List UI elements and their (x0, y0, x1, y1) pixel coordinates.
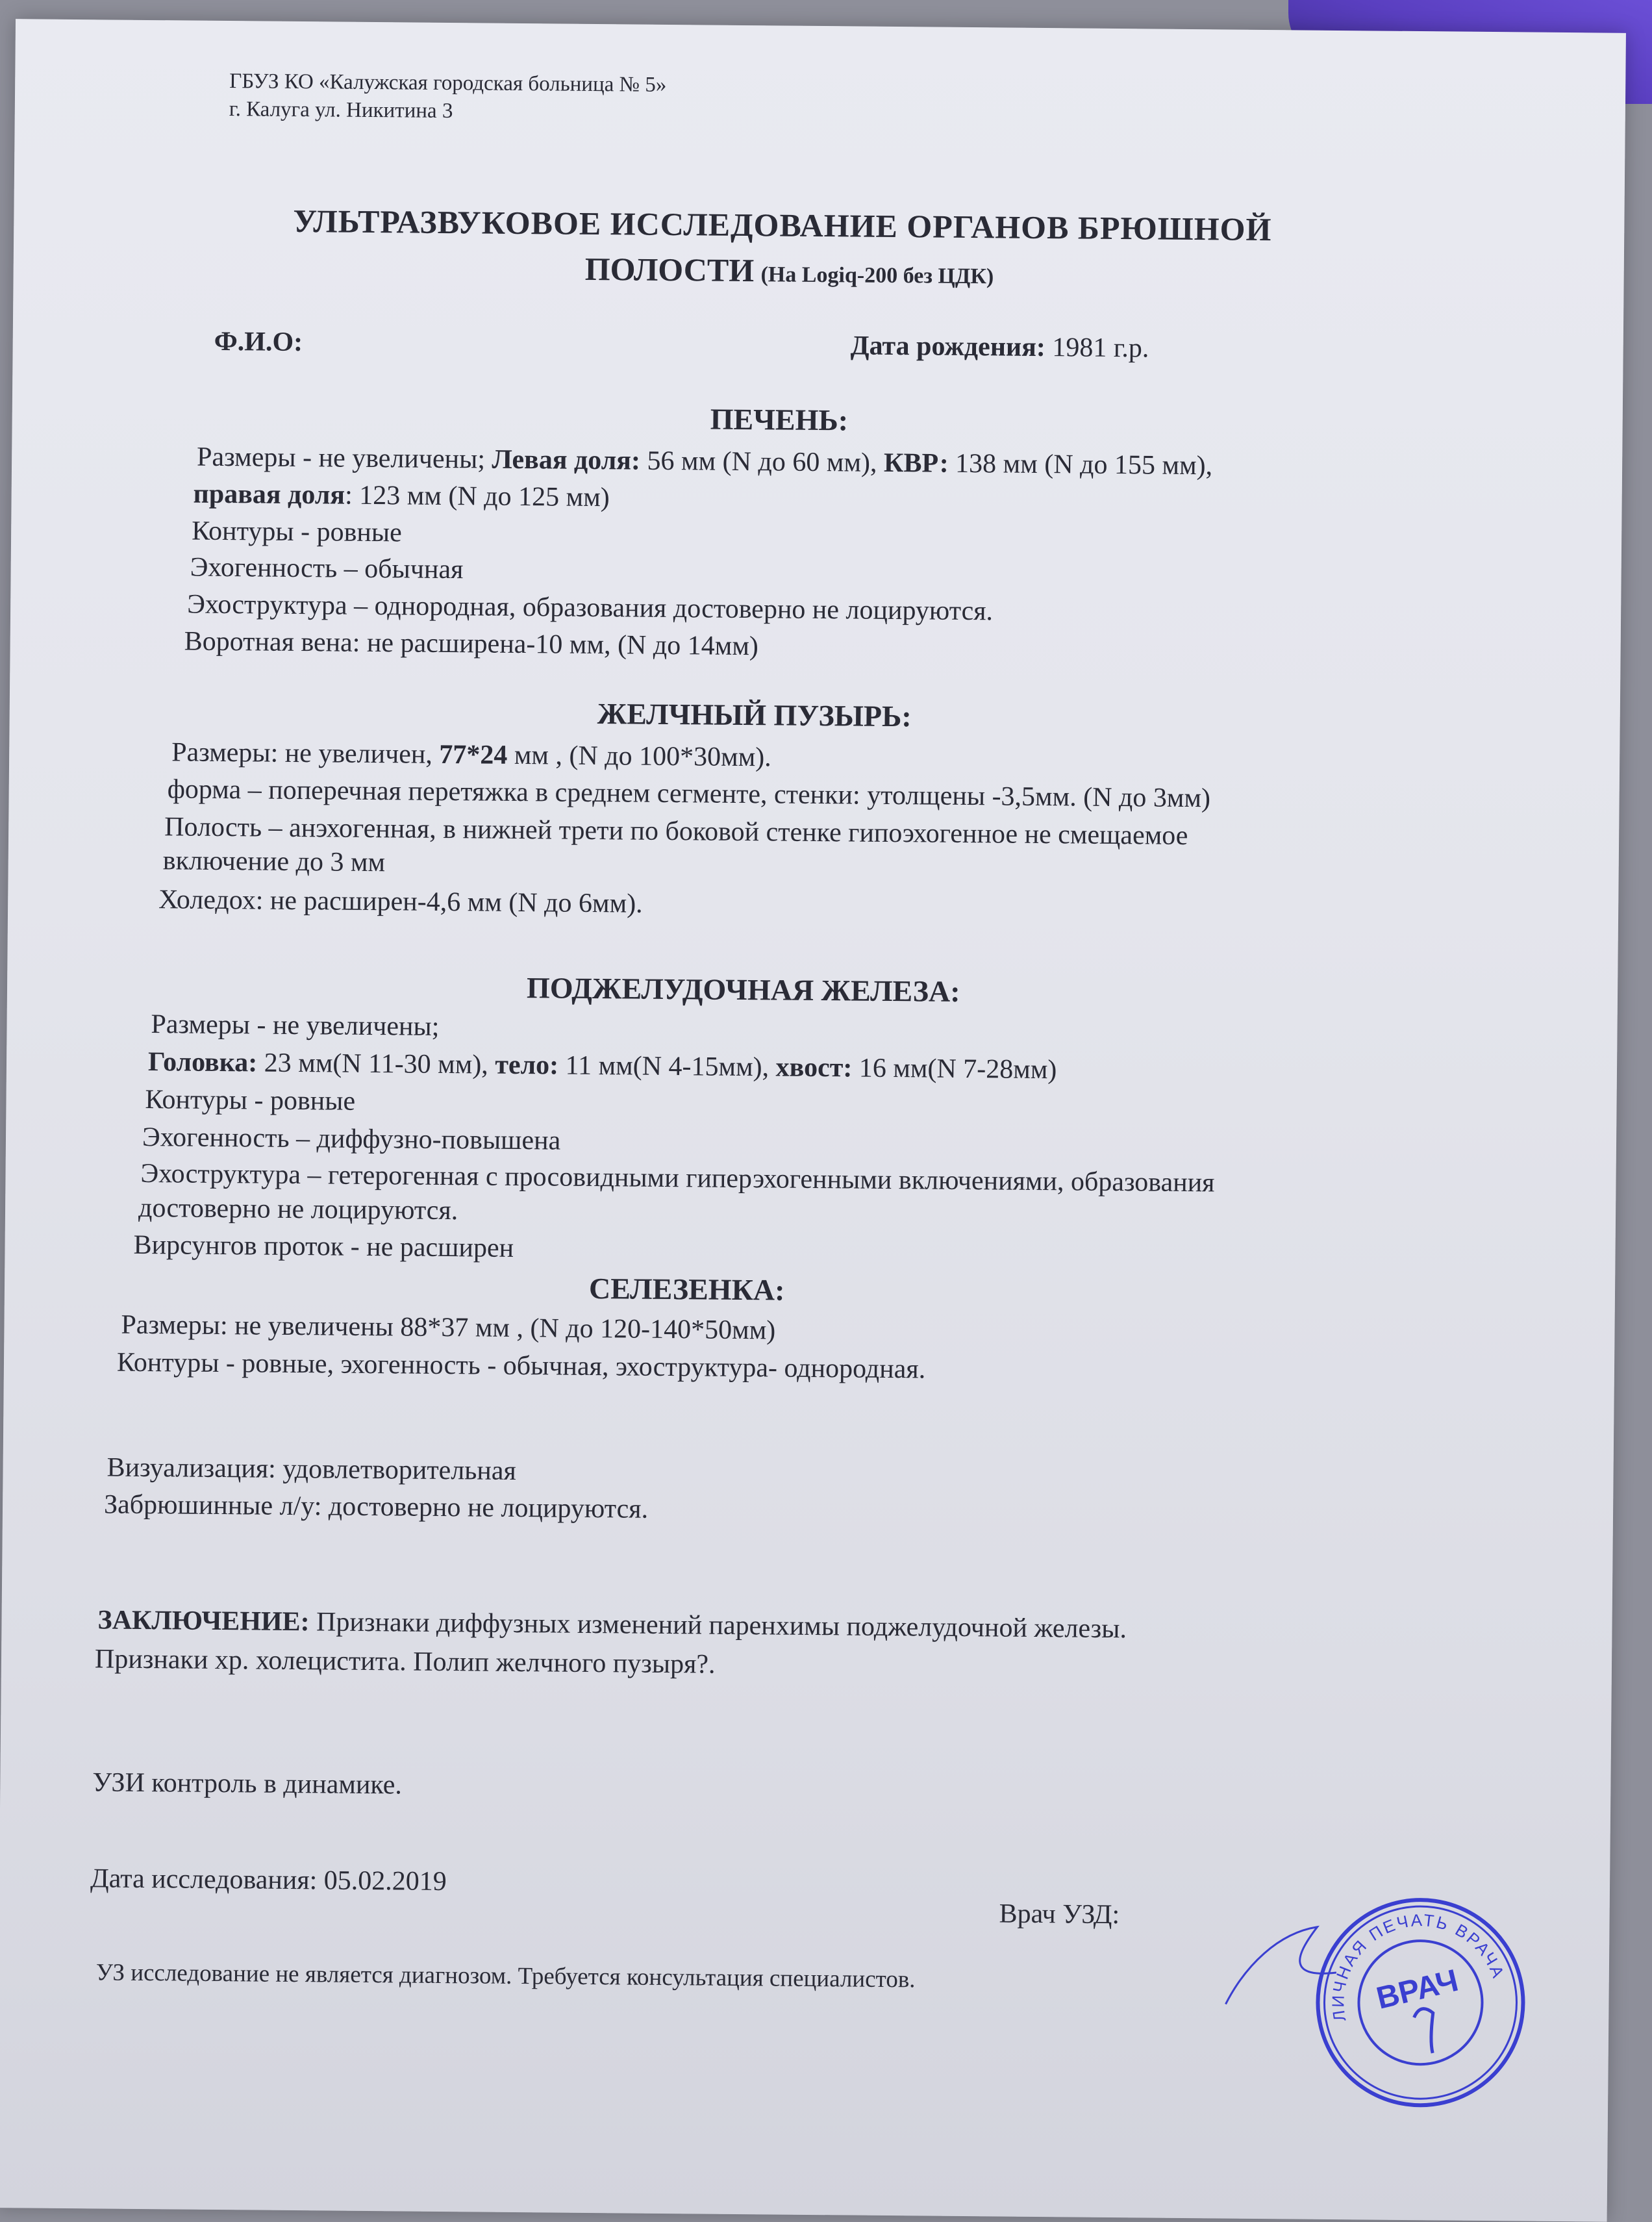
pancreas-parts-line (148, 1046, 1057, 1085)
dob-value: 1981 г.р. (1052, 333, 1149, 364)
stamp-center-text: ВРАЧ (1373, 1963, 1462, 2016)
right-lobe-label: правая доля (193, 479, 345, 511)
gallbladder-size-norm: мм , (N до 100*30мм). (507, 740, 771, 773)
disclaimer: УЗ исследование не является диагнозом. Требуется консультация специалистов. (95, 1959, 916, 1993)
gallbladder-size-line (171, 737, 771, 773)
pancreas-echogenicity: Эхогенность – диффузно-повышена (142, 1122, 561, 1156)
dob-label: Дата рождения: (850, 331, 1046, 363)
document-title: УЛЬТРАЗВУКОВОЕ ИССЛЕДОВАНИЕ ОРГАНОВ БРЮШНОЙ (293, 202, 1272, 248)
gallbladder-size-value: 77*24 (439, 739, 508, 770)
liver-size-text: Размеры - не увеличены; (196, 442, 492, 475)
wirsung-duct: Вирсунгов проток - не расширен (133, 1230, 514, 1263)
right-lobe-line (193, 479, 610, 514)
portal-vein: Воротная вена: не расширена-10 мм, (N до 14мм) (184, 626, 759, 662)
pancreas-echostructure: Эхоструктура – гетерогенная с просовидными гиперэхогенными включениями, образования (140, 1158, 1215, 1198)
document-title-line2 (584, 250, 994, 291)
followup: УЗИ контроль в динамике. (92, 1767, 403, 1800)
liver-echostructure: Эхоструктура – однородная, образования достоверно не лоцируются. (186, 589, 994, 627)
right-lobe-value: : 123 мм (N до 125 мм) (344, 480, 610, 513)
conclusion-label: ЗАКЛЮЧЕНИЕ: (97, 1605, 310, 1637)
stamp-ring-text: ЛИЧНАЯ ПЕЧАТЬ ВРАЧА (1328, 1910, 1509, 2023)
fio-label: Ф.И.О: (214, 326, 303, 358)
hospital-name: ГБУЗ КО «Калужская городская больница № 5» (229, 69, 667, 97)
spleen-size: Размеры: не увеличены 88*37 мм , (N до 120-140*50мм) (121, 1309, 776, 1346)
gallbladder-cavity-cont: включение до 3 мм (162, 846, 386, 878)
liver-size-line (197, 442, 1212, 482)
title-word: ПОЛОСТИ (584, 250, 755, 289)
gallbladder-heading: ЖЕЛЧНЫЙ ПУЗЫРЬ: (597, 697, 912, 733)
dob-field (850, 330, 1149, 364)
conclusion-line (97, 1604, 1127, 1645)
tail-value: 16 мм(N 7-28мм) (852, 1053, 1057, 1085)
head-value: 23 мм(N 11-30 мм), (257, 1048, 495, 1080)
hospital-address: г. Калуга ул. Никитина 3 (229, 97, 453, 123)
liver-heading: ПЕЧЕНЬ: (710, 402, 849, 437)
spleen-contours: Контуры - ровные, эхогенность - обычная, эхоструктура- однородная. (116, 1347, 926, 1385)
doctor-label: Врач УЗД: (999, 1899, 1120, 1930)
retroperitoneal-lymph: Забрюшинные л/у: достоверно не лоцируются. (103, 1489, 649, 1524)
liver-contours: Контуры - ровные (191, 516, 402, 548)
conclusion-text: Признаки диффузных изменений паренхимы поджелудочной железы. (309, 1607, 1127, 1645)
gallbladder-shape: форма – поперечная перетяжка в среднем сегменте, стенки: утолщены -3,5мм. (N до 3мм) (167, 774, 1211, 814)
title-subtitle: (На Logiq-200 без ЦДК) (760, 262, 994, 289)
pancreas-size: Размеры - не увеличены; (151, 1009, 440, 1042)
body-value: 11 мм(N 4-15мм), (558, 1050, 776, 1083)
body-label: тело: (495, 1050, 559, 1081)
visualization: Визуализация: удовлетворительная (106, 1452, 517, 1486)
conclusion-text-cont: Признаки хр. холецистита. Полип желчного пузыря?. (94, 1644, 716, 1680)
head-label: Головка: (147, 1047, 258, 1078)
pancreas-heading: ПОДЖЕЛУДОЧНАЯ ЖЕЛЕЗА: (526, 971, 960, 1008)
liver-echogenicity: Эхогенность – обычная (190, 552, 464, 585)
left-lobe-label: Левая доля: (492, 444, 641, 476)
document-page (0, 19, 1626, 2222)
spleen-heading: СЕЛЕЗЕНКА: (588, 1271, 785, 1307)
pancreas-echostructure-cont: достоверно не лоцируются. (138, 1193, 458, 1226)
pancreas-contours: Контуры - ровные (145, 1084, 356, 1117)
gallbladder-cavity: Полость – анэхогенная, в нижней трети по боковой стенке гипоэхогенное не смещаемое (164, 812, 1188, 851)
left-lobe-value: 56 мм (N до 60 мм), (640, 446, 884, 478)
common-bile-duct: Холедох: не расширен-4,6 мм (N до 6мм). (158, 885, 643, 919)
kvr-value: 138 мм (N до 155 мм), (948, 448, 1213, 481)
tail-label: хвост: (775, 1052, 853, 1083)
exam-date: Дата исследования: 05.02.2019 (90, 1863, 447, 1897)
kvr-label: КВР: (883, 448, 949, 479)
gallbladder-size-text: Размеры: не увеличен, (171, 737, 440, 770)
